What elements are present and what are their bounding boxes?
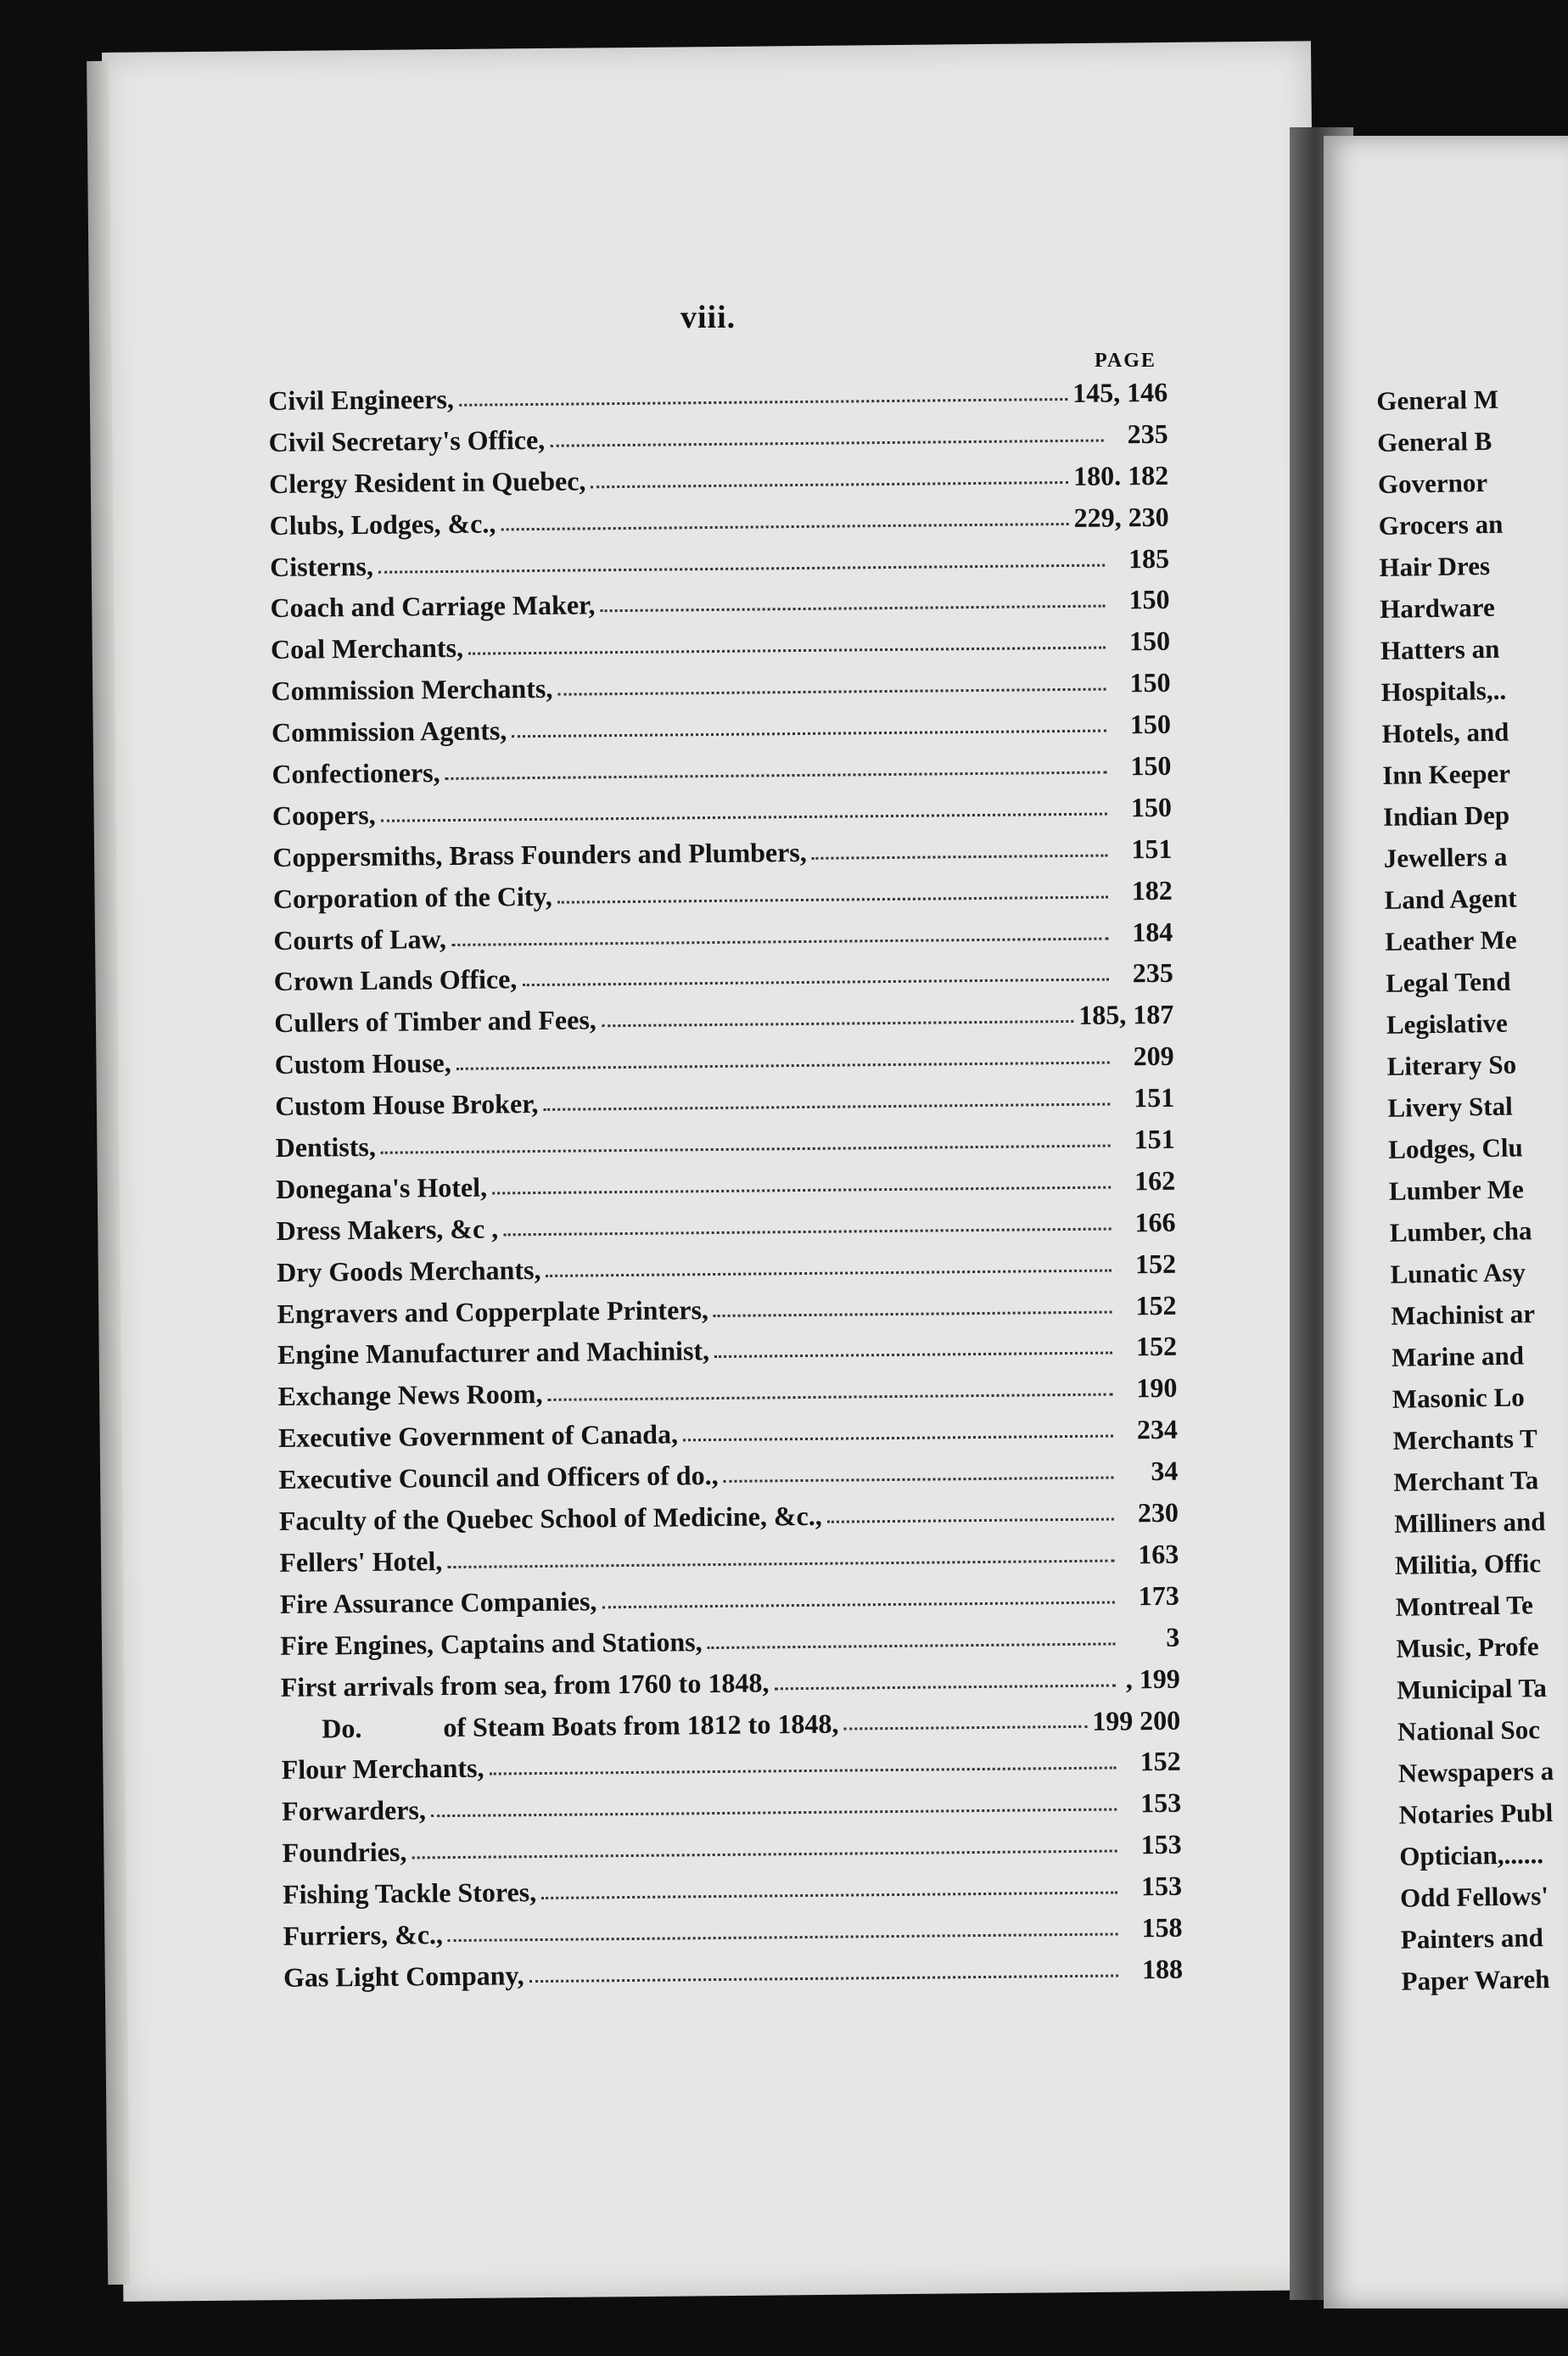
entry-page: 184	[1132, 916, 1173, 947]
facing-entry: Inn Keeper	[1382, 758, 1511, 790]
entry-page: 150	[1129, 708, 1172, 740]
facing-entry: Montreal Te	[1395, 1590, 1534, 1622]
facing-entry: General B	[1376, 425, 1492, 457]
entry-page: 180. 182	[1072, 459, 1169, 491]
entry-page: 152	[1134, 1248, 1177, 1279]
facing-entry: Land Agent	[1384, 883, 1517, 915]
dot-leader	[683, 1435, 1113, 1442]
entry-page: 151	[1131, 833, 1173, 865]
facing-page-clip	[1358, 127, 1568, 2334]
dot-leader	[378, 564, 1105, 573]
entry-label: Faculty of the Quebec School of Medicine, &c.,	[278, 1500, 822, 1536]
entry-page: 150	[1128, 584, 1170, 615]
facing-entry: Lumber Me	[1388, 1174, 1524, 1206]
entry-label: Donegana's Hotel,	[275, 1171, 488, 1204]
facing-entry: Newspapers a	[1397, 1755, 1554, 1788]
entry-label: Engine Manufacturer and Machinist,	[277, 1335, 710, 1371]
entry-page: 235	[1127, 418, 1168, 450]
entry-label: Fishing Tackle Stores,	[282, 1876, 537, 1910]
entry-label: Cisterns,	[269, 550, 374, 582]
entry-label: Forwarders,	[282, 1794, 427, 1827]
entry-label: Executive Council and Officers of do.,	[278, 1460, 719, 1495]
dot-leader	[557, 895, 1108, 903]
dot-leader	[724, 1477, 1114, 1483]
entry-label: Coal Merchants,	[270, 632, 464, 665]
entry-label: Fire Engines, Captains and Stations,	[280, 1625, 703, 1661]
facing-entry: General M	[1376, 384, 1499, 416]
facing-entry: Optician,......	[1399, 1839, 1544, 1871]
facing-entry: Indian Dep	[1382, 799, 1510, 832]
facing-entry: Merchant Ta	[1393, 1465, 1539, 1497]
facing-entry: Literary So	[1386, 1049, 1517, 1081]
entry-label: Foundries,	[282, 1836, 407, 1869]
entry-page: 185, 187	[1078, 999, 1174, 1031]
entry-label: Gas Light Company,	[283, 1960, 524, 1993]
dot-leader	[843, 1725, 1087, 1731]
entry-page: 152	[1135, 1289, 1177, 1321]
facing-entry: Notaries Publ	[1398, 1797, 1554, 1830]
entry-label: Confectioners,	[272, 757, 440, 789]
entry-page: 34	[1151, 1455, 1179, 1487]
dot-leader	[381, 1144, 1111, 1153]
dot-leader	[827, 1517, 1114, 1523]
facing-entry: Lumber, cha	[1389, 1215, 1532, 1248]
entry-label: Fellers' Hotel,	[279, 1545, 443, 1578]
dot-leader	[557, 688, 1106, 696]
dot-leader	[447, 1559, 1114, 1568]
dot-leader	[431, 1809, 1117, 1818]
dot-leader	[468, 647, 1106, 655]
facing-entry: Hardware	[1379, 592, 1495, 624]
entry-page: 173	[1138, 1579, 1179, 1612]
ditto-gap	[361, 1736, 443, 1737]
entry-page: 153	[1140, 1870, 1183, 1902]
facing-entry: Legislative	[1386, 1007, 1509, 1040]
facing-entry: Militia, Offic	[1394, 1548, 1542, 1580]
entry-label: Clergy Resident in Quebec,	[268, 465, 586, 499]
entry-label: Custom House Broker,	[275, 1088, 539, 1122]
entry-label: Coach and Carriage Maker,	[270, 589, 596, 624]
facing-entry: Livery Stal	[1387, 1091, 1513, 1123]
entry-label: Engravers and Copperplate Printers,	[277, 1293, 709, 1329]
dot-leader	[714, 1310, 1112, 1317]
facing-entry: Machinist ar	[1391, 1299, 1536, 1331]
index-entry	[283, 1949, 1183, 1999]
ditto-mark: Do.	[322, 1712, 362, 1743]
entry-page: 162	[1134, 1164, 1176, 1197]
facing-entry: Grocers an	[1378, 508, 1504, 541]
facing-entry: Municipal Ta	[1396, 1673, 1548, 1705]
facing-entry: Leather Me	[1385, 924, 1517, 956]
entry-page: 166	[1134, 1206, 1176, 1238]
entry-page: 185	[1128, 542, 1170, 574]
entry-label: Coppersmiths, Brass Founders and Plumbers,	[272, 836, 807, 872]
dot-leader	[708, 1642, 1116, 1649]
entry-label: Dress Makers, &c ,	[276, 1213, 499, 1246]
facing-page-entries	[1376, 378, 1557, 2002]
facing-entry: Governor	[1377, 467, 1488, 499]
dot-leader	[550, 439, 1103, 446]
facing-entry: Odd Fellows'	[1399, 1881, 1549, 1913]
index-list	[268, 372, 1183, 1999]
entry-page: 153	[1140, 1828, 1182, 1860]
facing-entry: Hotels, and	[1381, 716, 1509, 749]
dot-leader	[456, 1062, 1110, 1070]
dot-leader	[412, 1850, 1117, 1860]
dot-leader	[501, 523, 1068, 530]
dot-leader	[529, 1974, 1118, 1983]
dot-leader	[541, 1891, 1117, 1899]
entry-page: 234	[1136, 1414, 1179, 1445]
entry-page: 151	[1134, 1123, 1175, 1155]
dot-leader	[459, 398, 1067, 407]
entry-label: Civil Secretary's Office,	[268, 424, 546, 457]
dot-leader	[714, 1352, 1112, 1359]
entry-page: 152	[1140, 1746, 1181, 1777]
entry-label: Executive Government of Canada,	[277, 1418, 679, 1454]
entry-label: Dentists,	[275, 1130, 377, 1163]
entry-label: Coopers,	[272, 799, 376, 831]
dot-leader	[548, 1394, 1113, 1401]
dot-leader	[544, 1103, 1111, 1111]
entry-page: 190	[1136, 1372, 1178, 1404]
entry-label-text: of Steam Boats from 1812 to 1848,	[443, 1708, 839, 1742]
entry-page: 153	[1140, 1787, 1182, 1819]
facing-entry: National Soc	[1397, 1714, 1541, 1747]
entry-label: Custom House,	[274, 1047, 451, 1080]
dot-leader	[448, 1932, 1118, 1942]
dot-leader	[503, 1227, 1111, 1236]
entry-label	[281, 1702, 839, 1749]
entry-label: Furriers, &c.,	[283, 1919, 444, 1951]
entry-label: Fire Assurance Companies,	[279, 1585, 597, 1619]
facing-entry: Masonic Lo	[1392, 1382, 1525, 1414]
dot-leader	[512, 730, 1106, 738]
entry-page: 150	[1129, 667, 1171, 698]
entry-page: 182	[1131, 874, 1173, 906]
dot-leader	[591, 481, 1069, 488]
entry-page: 188	[1141, 1953, 1184, 1985]
dot-leader	[451, 937, 1108, 945]
facing-entry: Marine and	[1391, 1340, 1525, 1372]
facing-entry: Paper Wareh	[1401, 1964, 1550, 1996]
entry-label: Commission Merchants,	[271, 673, 553, 707]
entry-page: 150	[1130, 749, 1172, 782]
facing-entry: Lodges, Clu	[1387, 1132, 1523, 1164]
facing-entry: Music, Profe	[1396, 1631, 1539, 1663]
entry-page: 152	[1135, 1331, 1178, 1362]
entry-page: 229, 230	[1073, 501, 1169, 533]
entry-label: Crown Lands Office,	[273, 963, 518, 997]
entry-label: Exchange News Room,	[277, 1378, 543, 1412]
entry-page: 151	[1133, 1081, 1175, 1113]
entry-page: 209	[1133, 1041, 1174, 1072]
dot-leader	[602, 1601, 1115, 1608]
dot-leader	[522, 979, 1108, 987]
entry-label: Clubs, Lodges, &c.,	[269, 508, 496, 541]
page-number: viii.	[680, 300, 736, 335]
facing-entry: Jewellers a	[1383, 841, 1508, 873]
facing-entry: Hospitals,..	[1380, 675, 1507, 707]
facing-entry: Merchants T	[1392, 1423, 1538, 1456]
dot-leader	[600, 605, 1105, 613]
dot-leader	[490, 1767, 1117, 1775]
facing-entry: Painters and	[1400, 1922, 1544, 1955]
entry-page: 163	[1138, 1538, 1179, 1570]
entry-label: Civil Engineers,	[268, 383, 455, 416]
facing-entry: Milliners and	[1393, 1506, 1546, 1539]
dot-leader	[381, 812, 1107, 822]
entry-page: , 199	[1125, 1663, 1180, 1694]
entry-label: Cullers of Timber and Fees,	[274, 1004, 596, 1039]
dot-leader	[546, 1269, 1112, 1276]
facing-entry: Hair Dres	[1379, 550, 1491, 582]
entry-label: Flour Merchants,	[281, 1753, 484, 1786]
facing-entry: Legal Tend	[1385, 966, 1511, 998]
entry-label: Commission Agents,	[271, 715, 507, 749]
facing-entry: Lunatic Asy	[1390, 1257, 1526, 1289]
dot-leader	[774, 1684, 1115, 1690]
entry-label: Corporation of the City,	[272, 880, 552, 914]
entry-page: 158	[1141, 1911, 1183, 1944]
entry-label: Courts of Law,	[273, 923, 447, 956]
entry-page: 230	[1137, 1496, 1179, 1529]
entry-page: 3	[1166, 1621, 1180, 1652]
page-column-heading: PAGE	[1095, 350, 1156, 372]
facing-entry: Hatters an	[1380, 633, 1500, 665]
dot-leader	[492, 1186, 1111, 1194]
entry-label: Dry Goods Merchants,	[276, 1254, 541, 1287]
entry-page: 150	[1128, 625, 1171, 657]
dot-leader	[812, 854, 1108, 859]
dot-leader	[602, 1020, 1073, 1027]
entry-page: 150	[1130, 791, 1173, 823]
entry-page: 235	[1132, 957, 1173, 989]
entry-label: First arrivals from sea, from 1760 to 1848,	[280, 1667, 770, 1702]
entry-page: 145, 146	[1072, 376, 1168, 408]
dot-leader	[445, 771, 1107, 779]
entry-page: 199 200	[1092, 1704, 1181, 1736]
